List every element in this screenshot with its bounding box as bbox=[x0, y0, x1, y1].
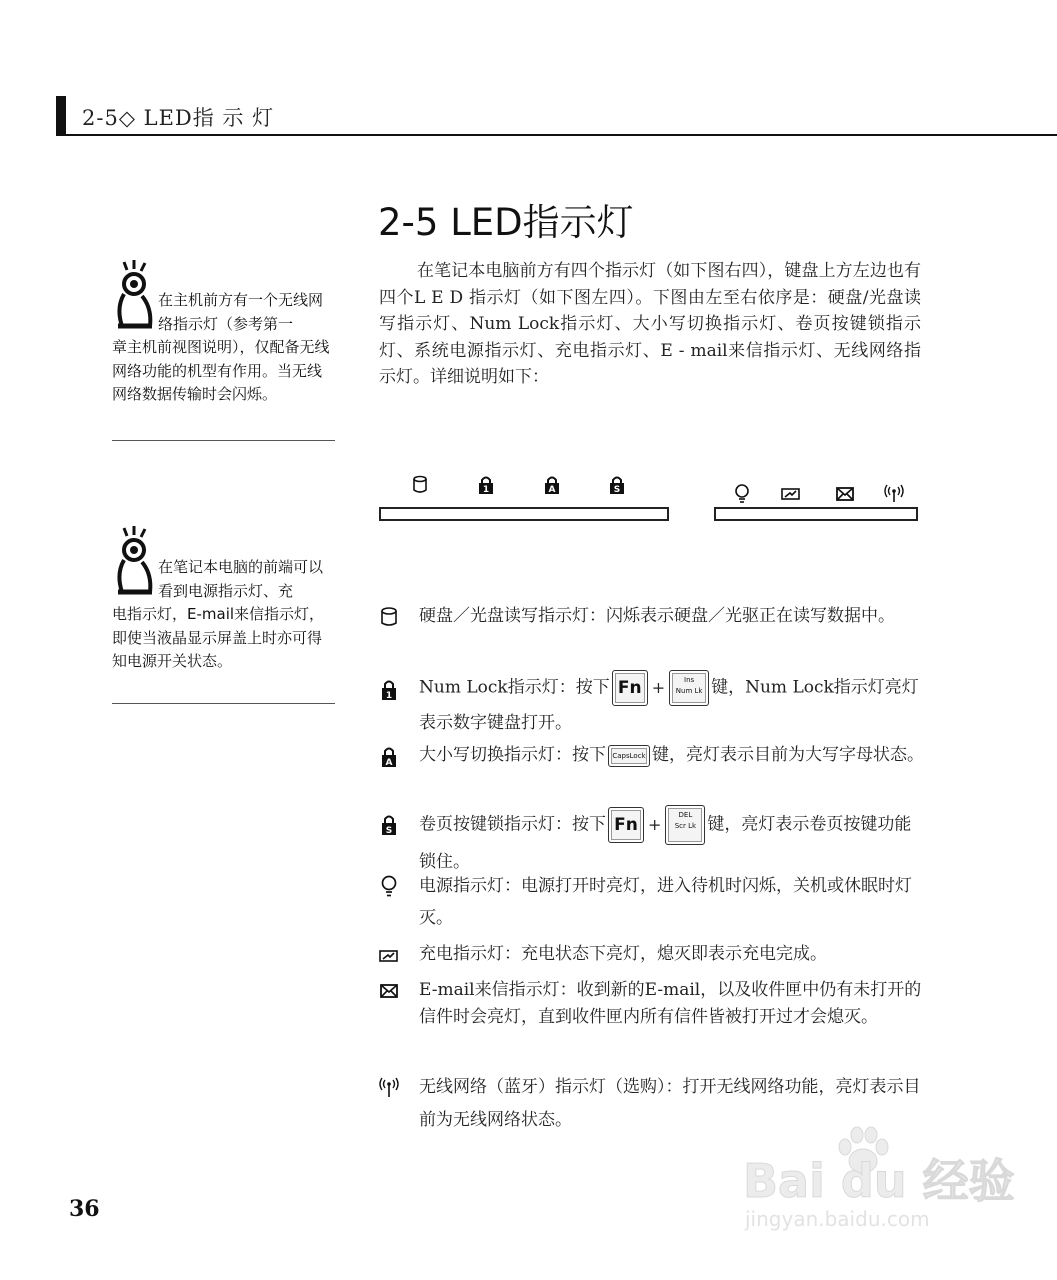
header-bar bbox=[56, 96, 66, 136]
num-lock-icon bbox=[379, 678, 399, 700]
caps-lock-icon bbox=[542, 474, 562, 494]
note-body: 章主机前视图说明），仅配备无线网络功能的机型有作用。当无线网络数据传输时会闪烁。 bbox=[112, 338, 330, 403]
intro-paragraph: 在笔记本电脑前方有四个指示灯（如下图右四），键盘上方左边也有四个L E D 指示灯（如下图左四）。下图由左至右依序是：硬盘/光盘读写指示灯、Num Lock指示灯、大小写切换指示灯、卷页按键锁指示灯、系统电源指示灯、充电指示灯、E - mail来信指示灯、无线网络指示灯。详细说明如下： bbox=[379, 261, 921, 387]
item-text: 充电指示灯：充电状态下亮灯，熄灭即表示充电完成。 bbox=[419, 944, 827, 964]
key-bottom-label: Num Lk bbox=[675, 687, 703, 695]
fn-key-icon: Fn bbox=[612, 670, 648, 706]
note-lead: 在主机前方有一个无线网络指示灯（参考第一 bbox=[158, 291, 324, 333]
power-icon bbox=[379, 875, 399, 897]
caps-lock-icon bbox=[379, 745, 399, 767]
caps-lock-key-icon: CapsLock bbox=[608, 745, 650, 767]
email-icon bbox=[835, 484, 855, 504]
baidu-watermark bbox=[743, 1125, 1015, 1235]
num-lock-icon bbox=[476, 474, 496, 494]
num-lock-key-icon bbox=[669, 670, 709, 706]
note-lead: 在笔记本电脑的前端可以看到电源指示灯、充 bbox=[158, 558, 324, 600]
fn-key-icon: Fn bbox=[608, 807, 644, 843]
note-body: 电指示灯，E-mail来信指示灯，即使当液晶显示屏盖上时亦可得知电源开关状态。 bbox=[112, 605, 325, 670]
key-top-label: Ins bbox=[684, 676, 695, 684]
svg-text:A: A bbox=[548, 485, 556, 494]
item-power-led bbox=[379, 870, 924, 934]
note-divider bbox=[112, 703, 335, 704]
item-text-post: 键，亮灯表示目前为大写字母状态。 bbox=[652, 745, 924, 765]
note-divider bbox=[112, 440, 335, 441]
hdd-icon bbox=[379, 606, 399, 628]
scroll-lock-icon bbox=[379, 813, 399, 835]
svg-text:1: 1 bbox=[482, 485, 490, 494]
running-header: 2-5◇ LED指 示 灯 bbox=[82, 106, 275, 130]
header-rule bbox=[56, 134, 1057, 136]
item-text-post: 键，Num Lock指示灯亮灯表示数字键盘打开。 bbox=[419, 677, 919, 733]
item-text: 卷页按键锁指示灯：按下 Fn + DEL Scr Lk 键，亮灯表示卷页按键功能锁住。 bbox=[379, 805, 924, 879]
power-icon bbox=[732, 483, 752, 503]
battery-charge-icon bbox=[379, 944, 399, 966]
svg-text:S: S bbox=[613, 485, 621, 494]
page-title: 2-5 LED指示灯 bbox=[378, 201, 634, 244]
item-text: E-mail来信指示灯：收到新的E-mail，以及收件匣中仍有未打开的信件时会亮灯，直到收件匣内所有信件皆被打开过才会熄灭。 bbox=[419, 980, 922, 1027]
item-numlock-led bbox=[379, 670, 924, 740]
scroll-lock-icon bbox=[607, 474, 627, 494]
wireless-icon bbox=[379, 1076, 399, 1098]
item-scroll-led bbox=[379, 805, 924, 879]
key-top-label: DEL bbox=[678, 811, 693, 819]
item-text-pre: 大小写切换指示灯：按下 bbox=[419, 745, 606, 765]
email-icon bbox=[379, 980, 399, 1002]
hdd-icon bbox=[410, 475, 430, 495]
item-text-pre: 卷页按键锁指示灯：按下 bbox=[419, 814, 606, 835]
svg-text:S: S bbox=[385, 826, 393, 835]
item-hdd-led bbox=[379, 601, 924, 631]
watermark-url: jingyan.baidu.com bbox=[745, 1207, 930, 1231]
scroll-lock-key-icon bbox=[665, 805, 705, 845]
item-text: 硬盘／光盘读写指示灯：闪烁表示硬盘／光驱正在读写数据中。 bbox=[419, 606, 895, 626]
item-text-post: 键，亮灯表示卷页按键功能锁住。 bbox=[419, 814, 912, 872]
page-number: 36 bbox=[69, 1196, 100, 1222]
watermark-brand: Bai du 经验 bbox=[743, 1154, 1015, 1208]
key-bottom-label: Scr Lk bbox=[674, 822, 697, 830]
front-led-strip bbox=[714, 507, 918, 521]
sidebar-note-wireless bbox=[112, 289, 336, 407]
item-caps-led bbox=[379, 740, 924, 770]
item-charge-led bbox=[379, 939, 924, 969]
battery-charge-icon bbox=[781, 484, 801, 504]
sidebar-note-front-leds bbox=[112, 556, 336, 674]
svg-text:A: A bbox=[385, 758, 393, 767]
item-text-pre: Num Lock指示灯：按下 bbox=[419, 677, 610, 698]
item-email-led bbox=[379, 977, 924, 1031]
item-text: 电源指示灯：电源打开时亮灯，进入待机时闪烁，关机或休眠时灯灭。 bbox=[419, 876, 912, 928]
keyboard-led-strip bbox=[379, 507, 669, 521]
wireless-icon bbox=[884, 483, 904, 503]
item-text: 无线网络（蓝牙）指示灯（选购）：打开无线网络功能，亮灯表示目前为无线网络状态。 bbox=[419, 1077, 921, 1130]
item-text: Num Lock指示灯：按下 Fn + Ins Num Lk 键，Num Lock指示灯亮灯表示数字键盘打开。 bbox=[379, 670, 924, 740]
item-text bbox=[379, 740, 924, 770]
svg-text:1: 1 bbox=[385, 691, 393, 700]
